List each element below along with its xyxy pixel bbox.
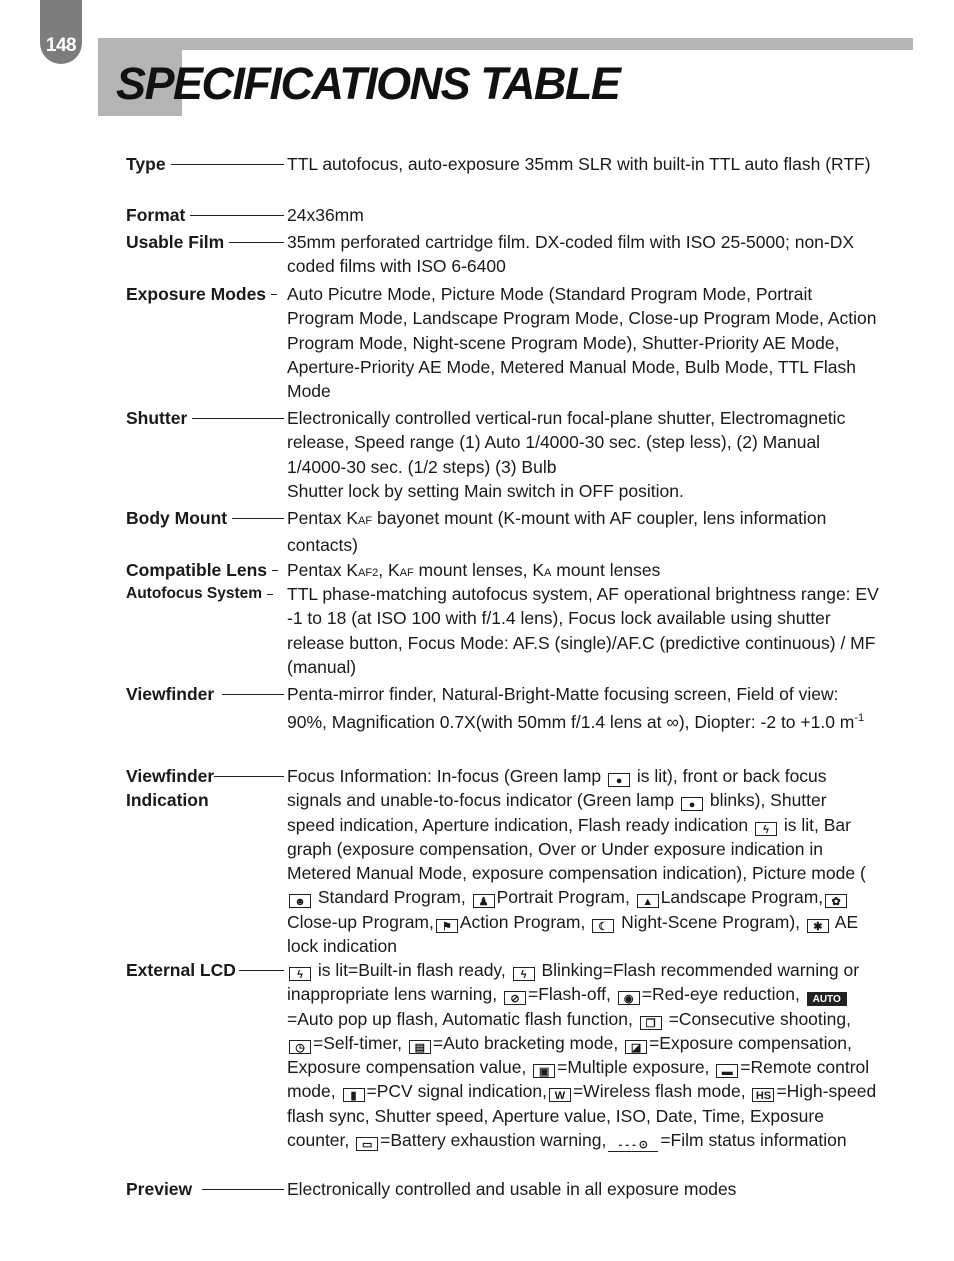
bracketing-icon: ▤ (409, 1040, 431, 1054)
spec-label: Autofocus System (126, 585, 263, 602)
page-number: 148 (45, 35, 77, 56)
spec-value: Auto Picutre Mode, Picture Mode (Standard Program Mode, Portrait Program Mode, Landscape Program Mode, Close-up Program Mode, Action Program Mode, Night-scene Program Mode), Shutter-Priority AE Mode, Aperture-Priority AE Mode, Metered Manual Mode, Bulb Mode, TTL Flash Mode (287, 284, 877, 402)
consecutive-icon: ❐ (640, 1016, 662, 1030)
spec-label: Compatible Lens (126, 560, 267, 580)
spec-label: Shutter (126, 408, 188, 428)
leader-line (171, 152, 284, 165)
page-title: SPECIFICATIONS TABLE (116, 58, 620, 109)
header-bar (98, 38, 913, 50)
auto-flash-icon: AUTO (807, 992, 847, 1006)
battery-icon: ▭ (356, 1137, 378, 1151)
green-lamp-icon: ● (608, 773, 630, 787)
leader-line (202, 1177, 284, 1190)
pcv-signal-icon: ▮ (343, 1088, 365, 1102)
spec-value: 24x36mm (287, 205, 364, 225)
multi-exposure-icon: ▣ (533, 1064, 555, 1078)
spec-label: Usable Film (126, 232, 225, 252)
leader-line (272, 558, 278, 571)
ae-lock-icon: ✱ (807, 919, 829, 933)
leader-line (271, 282, 277, 295)
spec-label: Type (126, 154, 166, 174)
spec-value-note: Shutter lock by setting Main switch in OFF position. (287, 480, 684, 501)
green-lamp-icon: ● (681, 797, 703, 811)
spec-value: Penta-mirror finder, Natural-Bright-Matte focusing screen, Field of view: 90%, Magnification 0.7X(with 50mm f/1.4 lens at ∞), Diopter: -2 to +1.0 $m^{-1}$ (287, 684, 865, 733)
leader-line (190, 203, 284, 216)
leader-line (192, 406, 284, 419)
exposure-comp-icon: ◪ (625, 1040, 647, 1054)
self-timer-icon: ◷ (289, 1040, 311, 1054)
spec-label: Preview (126, 1179, 193, 1199)
flash-icon: ϟ (513, 967, 535, 981)
flash-off-icon: ⊘ (504, 991, 526, 1005)
leader-line (214, 764, 284, 777)
spec-value: TTL phase-matching autofocus system, AF operational brightness range: EV -1 to 18 (at ISO 100 with f/1.4 lens), Focus lock available using shutter release button, Focus Mode: AF.S (single)/AF.C (predictive continuous) / MF (manual) (287, 584, 879, 677)
flower-icon: ✿ (825, 894, 847, 908)
spec-label: Body Mount (126, 508, 228, 528)
spec-value: Electronically controlled and usable in all exposure modes (287, 1179, 737, 1199)
spec-value: 35mm perforated cartridge film. DX-coded film with ISO 25-5000; non-DX coded films with ISO 6-6400 (287, 232, 855, 277)
film-status-icon: - - - ⊙ (608, 1138, 658, 1152)
spec-label: Format (126, 205, 186, 225)
spec-value: Pentax KAF2, KAF mount lenses, KA mount lenses (287, 560, 661, 580)
leader-line (232, 506, 284, 519)
flash-icon: ϟ (289, 967, 311, 981)
spec-label: External LCD (126, 960, 236, 980)
spec-value: TTL autofocus, auto-exposure 35mm SLR with built-in TTL auto flash (RTF) (287, 154, 871, 174)
spec-value: Pentax KAF bayonet mount (K-mount with AF coupler, lens information contacts) (287, 508, 827, 556)
hs-icon: HS (752, 1088, 774, 1102)
spec-value: Focus Information: In-focus (Green lamp ● is lit), front or back focus signals and unable-to-focus indicator (Green lamp ● blinks), Shutter speed indication, Aperture indication, Flash ready indication ϟ is lit, Bar graph (exposure compensation, Over or Under exposure indication in Metered Manual Mode, exposure compensation indication), Picture mode (☻ Standard Program, ♟ Portrait Program, ▲ Landscape Program, ✿Close-up Program, ⚑ Action Program, ☾ Night-Scene Program), ✱ AE lock indication (287, 766, 866, 957)
leader-line (229, 230, 284, 243)
runner-icon: ⚑ (436, 919, 458, 933)
leader-line (239, 958, 284, 971)
wireless-flash-icon: W (549, 1088, 571, 1102)
spec-value: Electronically controlled vertical-run focal-plane shutter, Electromagnetic release, Speed range (1) Auto 1/4000-30 sec. (step less), (2) Manual 1/4000-30 sec. (1/2 steps) (3) Bulb (287, 408, 846, 477)
mountain-icon: ▲ (637, 894, 659, 908)
spec-label: Viewfinder (126, 766, 215, 786)
leader-line (267, 582, 273, 595)
remote-icon: ▬ (716, 1064, 738, 1078)
night-scene-icon: ☾ (592, 919, 614, 933)
spec-value: ϟ is lit=Built-in flash ready, ϟ Blinking=Flash recommended warning or inappropriate lens warning, ⊘ =Flash-off, ◉ =Red-eye reduction, AUTO =Auto pop up flash, Automatic flash function, ❐ =Consecutive shooting, ◷ =Self-timer, ▤ =Auto bracketing mode, ◪ =Exposure compensation, Exposure compensation value, ▣ =Multiple exposure, ▬ =Remote control mode, ▮ =PCV signal indication, W =Wireless flash mode, HS =High-speed flash sync, Shutter speed, Aperture value, ISO, Date, Time, Exposure counter, ▭ =Battery exhaustion warning, - - - ⊙ =Film status information (287, 960, 877, 1152)
spec-label: Exposure Modes (126, 284, 267, 304)
leader-line (222, 682, 284, 695)
eye-icon: ◉ (618, 991, 640, 1005)
spec-label: Viewfinder (126, 684, 215, 704)
smile-icon: ☻ (289, 894, 311, 908)
spec-label-line2: Indication (126, 790, 209, 811)
portrait-icon: ♟ (473, 894, 495, 908)
flash-icon: ϟ (755, 822, 777, 836)
